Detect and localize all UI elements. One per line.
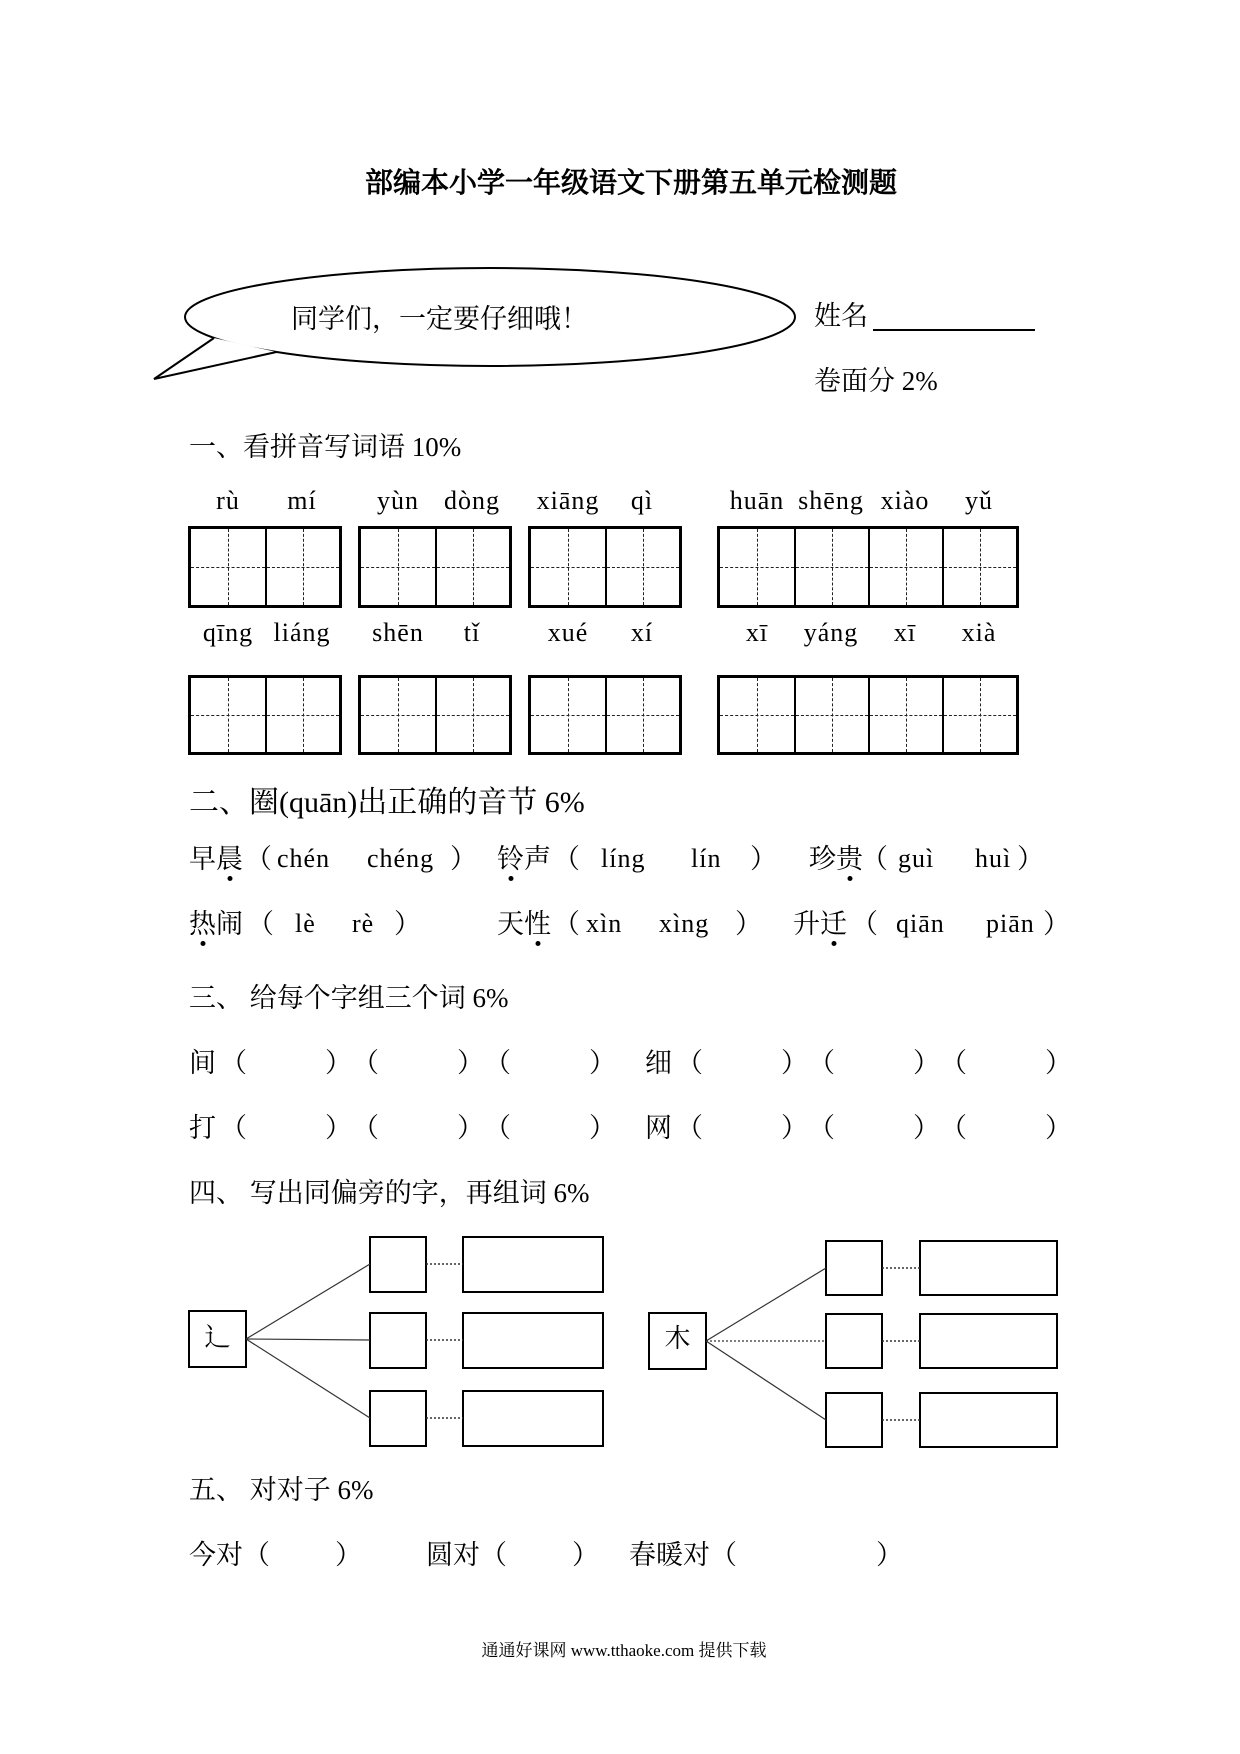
right-paren: ） xyxy=(781,1113,808,1143)
syllable-option: guì xyxy=(898,844,935,873)
writing-grid xyxy=(717,675,1019,755)
section5-heading: 五、 对对子 6% xyxy=(189,1475,374,1505)
pinyin-syllable: liáng xyxy=(273,618,331,647)
syllable-option: huì xyxy=(975,844,1012,873)
pinyin-syllable: shēn xyxy=(372,618,424,647)
syllable-option: piān xyxy=(986,909,1035,938)
word-char: 热 xyxy=(189,909,216,939)
word-building-item xyxy=(645,1046,1072,1080)
word-char: 声 xyxy=(524,844,551,874)
syllable-choice-item xyxy=(189,907,421,941)
neatness-score: 卷面分 2% xyxy=(814,366,938,396)
syllable-choice-item xyxy=(809,842,1044,876)
pinyin-syllable: qì xyxy=(630,486,654,515)
section1-heading: 一、看拼音写词语 10% xyxy=(189,432,462,462)
grid-cell xyxy=(435,678,509,752)
grid-cell xyxy=(265,529,339,605)
answer-blank xyxy=(808,1046,940,1080)
word-char: 早 xyxy=(189,844,216,874)
syllable-option: qiān xyxy=(896,909,945,938)
couplet-label: 圆对 xyxy=(426,1540,480,1570)
word-char: 铃 xyxy=(497,844,524,874)
right-paren: ） xyxy=(1045,1113,1072,1143)
char-box xyxy=(826,1393,882,1447)
left-paren: （ xyxy=(352,1048,379,1078)
pinyin-group xyxy=(361,617,509,649)
writing-grid xyxy=(528,526,682,608)
char-box xyxy=(370,1313,426,1368)
left-paren: （ xyxy=(247,909,274,939)
section3-heading: 三、 给每个字组三个词 6% xyxy=(189,983,509,1013)
answer-space xyxy=(270,1538,335,1572)
writing-grid xyxy=(717,526,1019,608)
right-paren: ） xyxy=(589,1048,616,1078)
pinyin-group xyxy=(720,617,1016,649)
right-paren: ） xyxy=(876,1540,903,1570)
left-paren: （ xyxy=(710,1540,737,1570)
radical-char: 辶 xyxy=(204,1322,231,1352)
grid-cell xyxy=(605,678,679,752)
grid-cell xyxy=(942,529,1016,605)
answer-blank xyxy=(484,1046,616,1080)
right-paren: ） xyxy=(394,909,421,939)
pinyin-syllable: rù xyxy=(216,486,240,515)
writing-grid xyxy=(358,526,512,608)
word-char: 贵 xyxy=(836,844,863,874)
grid-cell xyxy=(868,678,942,752)
syllable-choice-item xyxy=(189,842,477,876)
syllable-option: lín xyxy=(691,844,722,873)
writing-grid xyxy=(188,526,342,608)
grid-cell xyxy=(531,678,605,752)
pinyin-syllable: huān xyxy=(729,486,785,515)
pinyin-group xyxy=(720,485,1016,517)
connector-line xyxy=(246,1264,370,1339)
right-paren: ） xyxy=(457,1048,484,1078)
answer-blank xyxy=(940,1046,1072,1080)
right-paren: ） xyxy=(781,1048,808,1078)
syllable-choice-item xyxy=(497,907,762,941)
name-blank-line xyxy=(873,300,1035,331)
word-box xyxy=(920,1241,1057,1295)
word-char: 闹 xyxy=(216,909,243,939)
left-paren: （ xyxy=(676,1048,703,1078)
syllable-choice-item xyxy=(793,907,1070,941)
right-paren: ） xyxy=(750,844,777,874)
writing-grid xyxy=(358,675,512,755)
grid-cell xyxy=(720,529,794,605)
grid-cell xyxy=(361,529,435,605)
word-box xyxy=(463,1237,603,1292)
section2-heading: 二、圈(quān)出正确的音节 6% xyxy=(189,786,585,819)
left-paren: （ xyxy=(484,1048,511,1078)
syllable-option: rè xyxy=(352,909,375,938)
word-box xyxy=(463,1313,603,1368)
word-char: 性 xyxy=(524,909,551,939)
answer-blank xyxy=(352,1046,484,1080)
pinyin-syllable: dòng xyxy=(444,486,500,515)
word-building-item xyxy=(189,1046,616,1080)
right-paren: ） xyxy=(1017,844,1044,874)
word-char: 迁 xyxy=(820,909,847,939)
syllable-option: líng xyxy=(601,844,646,873)
right-paren: ） xyxy=(335,1540,362,1570)
grid-cell xyxy=(191,678,265,752)
pinyin-group xyxy=(191,485,339,517)
right-paren: ） xyxy=(325,1113,352,1143)
left-paren: （ xyxy=(940,1113,967,1143)
answer-blank xyxy=(676,1046,808,1080)
char-box xyxy=(370,1391,426,1446)
right-paren: ） xyxy=(913,1048,940,1078)
syllable-choice-item xyxy=(497,842,777,876)
grid-cell xyxy=(868,529,942,605)
connector-line xyxy=(246,1339,370,1418)
right-paren: ） xyxy=(325,1048,352,1078)
pinyin-group xyxy=(531,617,679,649)
base-char: 网 xyxy=(645,1113,672,1143)
word-box xyxy=(920,1393,1057,1447)
connector-line xyxy=(706,1268,826,1341)
base-char: 细 xyxy=(645,1048,672,1078)
writing-grid xyxy=(188,675,342,755)
pinyin-group xyxy=(531,485,679,517)
answer-space xyxy=(507,1538,572,1572)
pinyin-group xyxy=(191,617,339,649)
char-box xyxy=(826,1241,882,1295)
word-char: 晨 xyxy=(216,844,243,874)
right-paren: ） xyxy=(1045,1048,1072,1078)
right-paren: ） xyxy=(913,1113,940,1143)
pinyin-syllable: yáng xyxy=(803,618,859,647)
radical-diagram xyxy=(180,1230,1070,1460)
page-title: 部编本小学一年级语文下册第五单元检测题 xyxy=(364,168,897,199)
left-paren: （ xyxy=(480,1540,507,1570)
writing-grid xyxy=(528,675,682,755)
pinyin-syllable: mí xyxy=(287,486,317,515)
connector-line xyxy=(246,1339,370,1340)
footer-source: 通通好课网 www.tthaoke.com 提供下载 xyxy=(481,1641,767,1660)
grid-cell xyxy=(435,529,509,605)
answer-blank xyxy=(484,1111,616,1145)
word-box xyxy=(463,1391,603,1446)
left-paren: （ xyxy=(808,1113,835,1143)
couplet-item xyxy=(426,1538,599,1572)
base-char: 间 xyxy=(189,1048,216,1078)
pinyin-syllable: xí xyxy=(630,618,654,647)
right-paren: ） xyxy=(572,1540,599,1570)
couplet-item xyxy=(189,1538,362,1572)
left-paren: （ xyxy=(940,1048,967,1078)
section4-heading: 四、 写出同偏旁的字，再组词 6% xyxy=(189,1178,590,1208)
left-paren: （ xyxy=(676,1113,703,1143)
syllable-option: chéng xyxy=(367,844,435,873)
left-paren: （ xyxy=(808,1048,835,1078)
name-label: 姓名 xyxy=(814,301,868,331)
left-paren: （ xyxy=(553,909,580,939)
right-paren: ） xyxy=(450,844,477,874)
pinyin-syllable: shēng xyxy=(798,486,864,515)
answer-blank xyxy=(676,1111,808,1145)
pinyin-syllable: xī xyxy=(893,618,917,647)
grid-cell xyxy=(531,529,605,605)
word-building-item xyxy=(645,1111,1072,1145)
answer-blank xyxy=(808,1111,940,1145)
word-building-item xyxy=(189,1111,616,1145)
couplet-item xyxy=(629,1538,903,1572)
left-paren: （ xyxy=(553,844,580,874)
left-paren: （ xyxy=(851,909,878,939)
syllable-option: xìng xyxy=(659,909,710,938)
word-box xyxy=(920,1314,1057,1368)
char-box xyxy=(826,1314,882,1368)
grid-cell xyxy=(794,678,868,752)
answer-blank xyxy=(352,1111,484,1145)
pinyin-syllable: yǔ xyxy=(965,486,993,515)
couplet-label: 春暖对 xyxy=(629,1540,710,1570)
pinyin-group xyxy=(361,485,509,517)
left-paren: （ xyxy=(243,1540,270,1570)
connector-line xyxy=(706,1341,826,1420)
grid-cell xyxy=(265,678,339,752)
left-paren: （ xyxy=(220,1113,247,1143)
answer-blank xyxy=(220,1046,352,1080)
pinyin-syllable: yùn xyxy=(377,486,419,515)
word-char: 珍 xyxy=(809,844,836,874)
right-paren: ） xyxy=(457,1113,484,1143)
answer-space xyxy=(737,1538,876,1572)
left-paren: （ xyxy=(861,844,888,874)
left-paren: （ xyxy=(245,844,272,874)
word-char: 天 xyxy=(497,909,524,939)
left-paren: （ xyxy=(484,1113,511,1143)
left-paren: （ xyxy=(220,1048,247,1078)
answer-blank xyxy=(940,1111,1072,1145)
pinyin-syllable: xī xyxy=(745,618,769,647)
answer-blank xyxy=(220,1111,352,1145)
left-paren: （ xyxy=(352,1113,379,1143)
pinyin-syllable: qīng xyxy=(202,618,254,647)
pinyin-syllable: xué xyxy=(547,618,589,647)
base-char: 打 xyxy=(189,1113,216,1143)
grid-cell xyxy=(191,529,265,605)
pinyin-syllable: xià xyxy=(961,618,997,647)
pinyin-syllable: xiāng xyxy=(536,486,600,515)
pinyin-syllable: xiào xyxy=(880,486,930,515)
pinyin-syllable: tǐ xyxy=(463,618,481,647)
word-char: 升 xyxy=(793,909,820,939)
couplet-label: 今对 xyxy=(189,1540,243,1570)
syllable-option: xìn xyxy=(586,909,623,938)
grid-cell xyxy=(605,529,679,605)
right-paren: ） xyxy=(1043,909,1070,939)
radical-char: 木 xyxy=(664,1323,691,1353)
char-box xyxy=(370,1237,426,1292)
right-paren: ） xyxy=(735,909,762,939)
grid-cell xyxy=(361,678,435,752)
bubble-text: 同学们，一定要仔细哦！ xyxy=(291,304,588,334)
grid-cell xyxy=(720,678,794,752)
grid-cell xyxy=(942,678,1016,752)
right-paren: ） xyxy=(589,1113,616,1143)
grid-cell xyxy=(794,529,868,605)
syllable-option: lè xyxy=(295,909,316,938)
syllable-option: chén xyxy=(277,844,331,873)
